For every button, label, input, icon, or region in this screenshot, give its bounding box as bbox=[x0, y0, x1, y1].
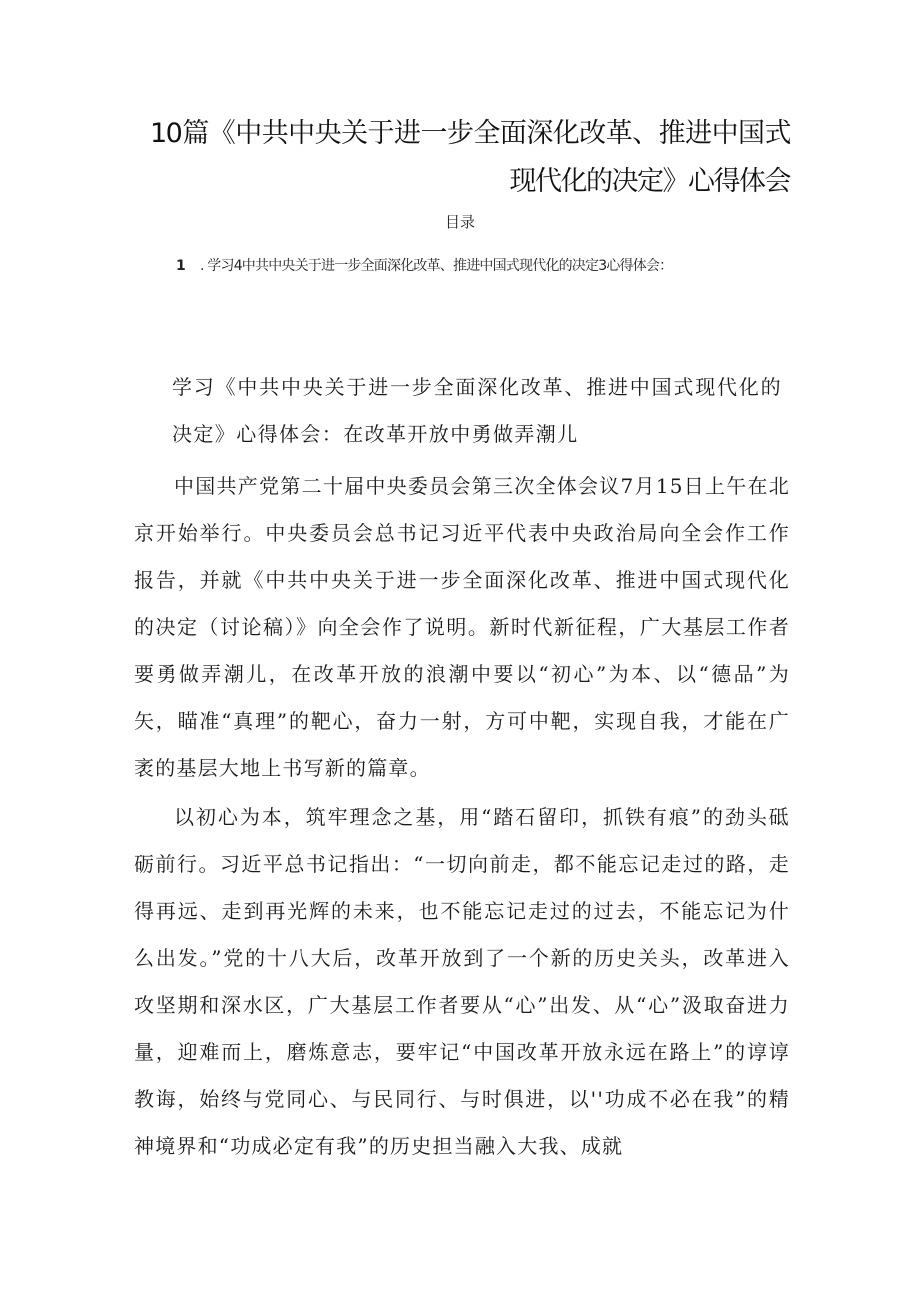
document-title: 10篇《中共中央关于进一步全面深化改革、推进中国式现代化的决定》心得体会 bbox=[150, 118, 790, 197]
article-body bbox=[134, 364, 790, 1170]
article-paragraph: 中国共产党第二十届中央委员会第三次全体会议7月15日上午在北京开始举行。中央委员会总书记习近平代表中央政治局向全会作工作报告，并就《中共中央关于进一步全面深化改革、推进中国式现代化的决定（讨论稿）》向全会作了说明。新时代新征程，广大基层工作者要勇做弄潮儿，在改革开放的浪潮中要以“初心”为本、以“德品”为矢，瞄准“真理”的靶心，奋力一射，方可中靶，实现自我，才能在广袤的基层大地上书写新的篇章。 bbox=[134, 474, 790, 780]
toc-item-number: 1 bbox=[176, 258, 185, 274]
article-title: 学习《中共中央关于进一步全面深化改革、推进中国式现代化的决定》心得体会：在改革开放中勇做弄潮儿 bbox=[172, 375, 782, 446]
toc-heading: 目录 bbox=[444, 213, 475, 231]
toc-item[interactable] bbox=[176, 256, 672, 276]
toc-item-text: . 学习4中共中央关于进一步全面深化改革、推进中国式现代化的决定3心得体会： bbox=[200, 258, 673, 274]
article-paragraph: 以初心为本，筑牢理念之基，用“踏石留印，抓铁有痕”的劲头砥砺前行。习近平总书记指出：“一切向前走，都不能忘记走过的路，走得再远、走到再光辉的未来，也不能忘记走过的过去，不能忘记为什么出发。”党的十八大后，改革开放到了一个新的历史关头，改革进入攻坚期和深水区，广大基层工作者要从“心”出发、从“心”汲取奋进力量，迎难而上，磨炼意志，要牢记“中国改革开放永远在路上”的谆谆教诲，始终与党同心、与民同行、与时俱进，以''功成不必在我”的精神境界和“功成必定有我”的历史担当融入大我、成就 bbox=[134, 805, 790, 1158]
